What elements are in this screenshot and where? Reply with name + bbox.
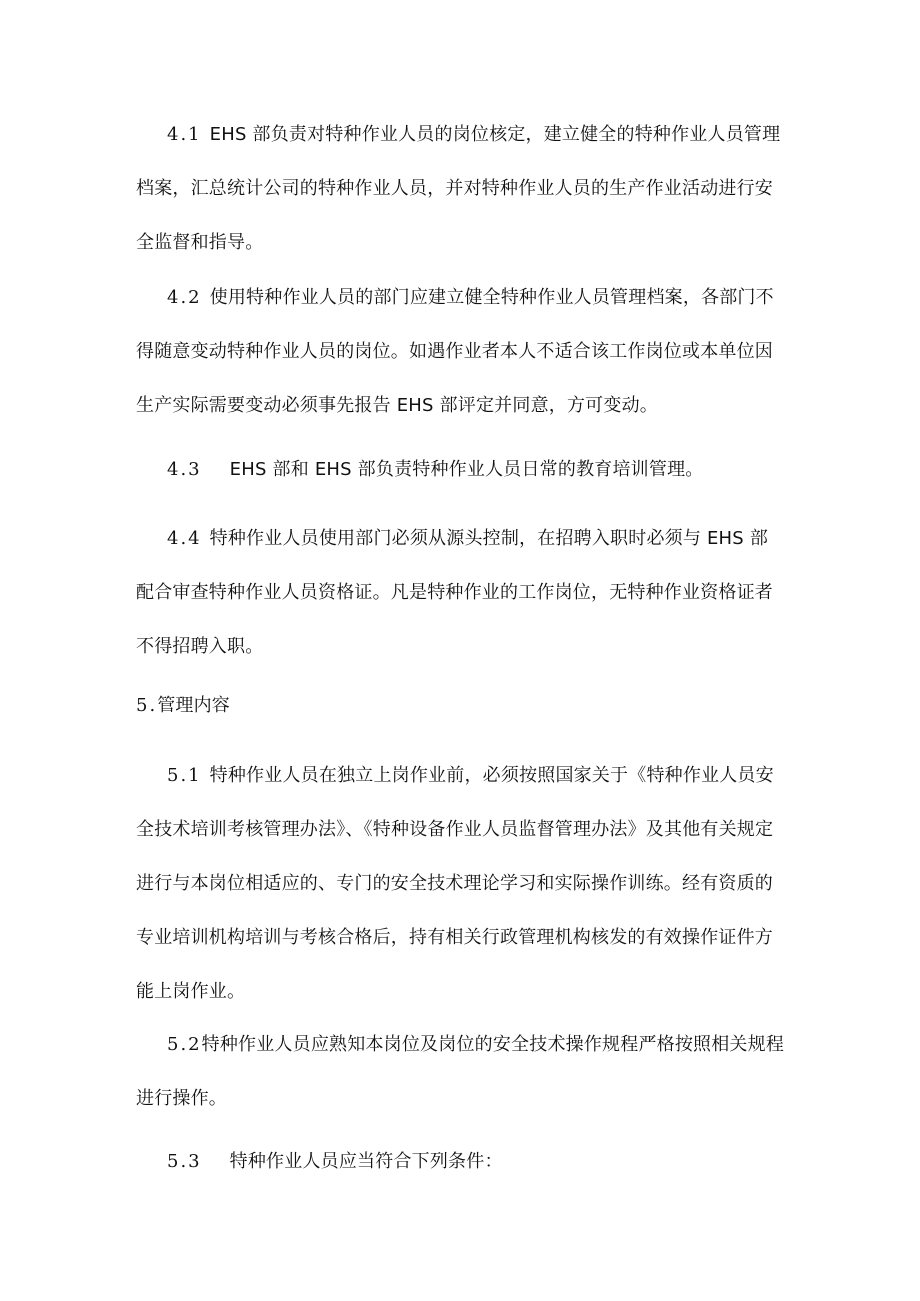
paragraph-text: 特种作业人员应熟知本岗位及岗位的安全技术操作规程严格按照相关规程进行操作。 — [136, 1034, 785, 1109]
paragraph-5-3 — [136, 1135, 786, 1189]
paragraph-5-1 — [136, 749, 786, 1019]
paragraph-4-2 — [136, 271, 786, 433]
paragraph-text: 特种作业人员在独立上岗作业前，必须按照国家关于《特种作业人员安全技术培训考核管理办法》、《特种设备作业人员监督管理办法》及其他有关规定进行与本岗位相适应的、专门的安全技术理论学习和实际操作训练。经有资质的专业培训机构培训与考核合格后，持有相关行政管理机构核发的有效操作证件方能上岗作业。 — [136, 765, 774, 1002]
paragraph-text: EHS 部和 EHS 部负责特种作业人员日常的教育培训管理。 — [229, 459, 704, 480]
section-number: 5. — [136, 695, 158, 716]
paragraph-5-2 — [136, 1018, 786, 1126]
paragraph-number: 4.3 — [167, 459, 202, 480]
paragraph-4-1 — [136, 108, 786, 270]
paragraph-text: 特种作业人员使用部门必须从源头控制，在招聘入职时必须与 EHS 部配合审查特种作业人员资格证。凡是特种作业的工作岗位，无特种作业资格证者不得招聘入职。 — [136, 528, 773, 657]
paragraph-number: 5.1 — [167, 765, 202, 786]
paragraph-number: 5.3 — [167, 1151, 202, 1172]
section-title: 管理内容 — [157, 695, 230, 716]
paragraph-number: 4.2 — [167, 287, 202, 308]
paragraph-number: 5.2 — [167, 1034, 202, 1055]
section-heading-5 — [136, 679, 786, 733]
paragraph-4-3 — [136, 443, 786, 497]
paragraph-text: 使用特种作业人员的部门应建立健全特种作业人员管理档案，各部门不得随意变动特种作业人员的岗位。如遇作业者本人不适合该工作岗位或本单位因生产实际需要变动必须事先报告 EHS 部评定并同意，方可变动。 — [136, 287, 774, 416]
paragraph-text: 特种作业人员应当符合下列条件： — [229, 1151, 503, 1172]
paragraph-number: 4.4 — [167, 528, 202, 549]
paragraph-4-4 — [136, 512, 786, 674]
paragraph-text: EHS 部负责对特种作业人员的岗位核定，建立健全的特种作业人员管理档案，汇总统计公司的特种作业人员，并对特种作业人员的生产作业活动进行安全监督和指导。 — [136, 124, 781, 253]
paragraph-number: 4.1 — [167, 124, 202, 145]
